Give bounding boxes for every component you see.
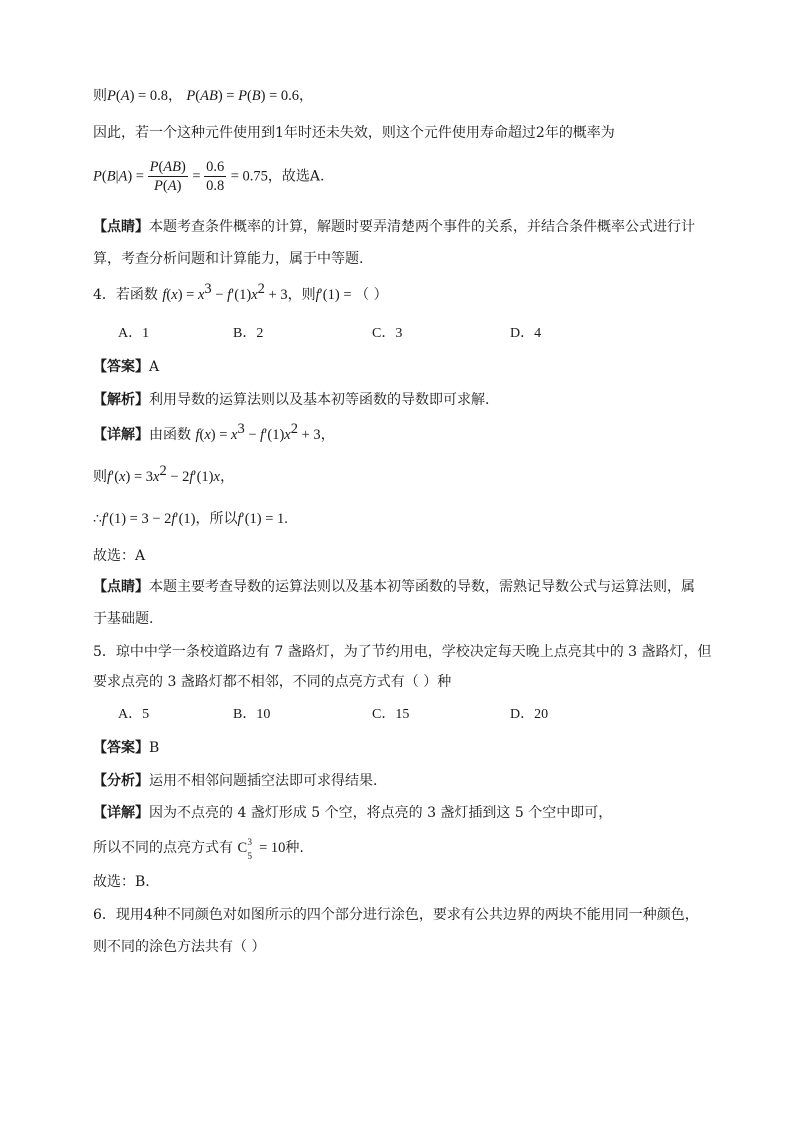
question-6-stem: 则不同的涂色方法共有（ ） — [93, 939, 266, 955]
question-5-stem: 5．琼中中学一条校道路边有 7 盏路灯，为了节约用电，学校决定每天晚上点亮其中的 3 盏路灯，但 — [93, 644, 712, 660]
text: ，则 — [287, 287, 316, 303]
choose-line: 故选：A — [93, 548, 146, 564]
option-a: A．5 — [118, 707, 150, 722]
option-b: B．2 — [233, 326, 264, 341]
comment-tag: 【点睛】 — [93, 219, 149, 235]
text: ， — [167, 88, 182, 104]
analysis-tag: 【分析】 — [93, 773, 149, 789]
choose-line: 故选：B. — [93, 874, 150, 890]
answer-line — [93, 738, 159, 758]
text: 则 — [93, 88, 107, 104]
comment-line: 于基础题. — [93, 611, 154, 627]
detail-tag: 【详解】 — [93, 427, 149, 443]
text: 本题考查条件概率的计算，解题时要弄清楚两个事件的关系，并结合条件概率公式进行计 — [149, 219, 695, 235]
detail-line: ∴f′(1) = 3 − 2f′(1)，所以f′(1) = 1. — [93, 511, 288, 527]
detail-line — [93, 803, 612, 823]
text: （ ） — [355, 287, 388, 303]
text: 所以不同的点亮方式有 — [93, 840, 233, 856]
question-5-stem: 要求点亮的 3 盏路灯都不相邻，不同的点亮方式有（ ）种 — [93, 674, 452, 690]
combination-symbol: C 3 5 — [237, 837, 252, 861]
text: 利用导数的运算法则以及基本初等函数的导数即可求解. — [149, 392, 490, 408]
text: 因为不点亮的 4 盏灯形成 5 个空，将点亮的 3 盏灯插到这 5 个空中即可， — [149, 805, 613, 821]
text: 种. — [285, 840, 304, 856]
comment-line — [93, 577, 695, 597]
comment-line: 算，考查分析问题和计算能力，属于中等题. — [93, 251, 364, 267]
question-4-stem: 4．若函数 $f(x) = x^3 - f'(1)x^2 + 3$，则f′(1) = （ ） — [93, 281, 388, 303]
comment-line — [93, 217, 695, 237]
option-c: C．15 — [372, 707, 410, 722]
option-b: B．10 — [233, 707, 271, 722]
therefore-symbol: ∴ — [93, 511, 102, 527]
answer-line — [93, 357, 159, 377]
text: ，所以 — [195, 511, 238, 527]
answer-tag: 【答案】 — [93, 359, 149, 375]
question-6-stem: 6．现用4种不同颜色对如图所示的四个部分进行涂色，要求有公共边界的两块不能用同一种颜色， — [93, 907, 699, 923]
analysis-line — [93, 390, 489, 410]
text: 运用不相邻问题插空法即可求得结果. — [149, 773, 378, 789]
answer: A — [149, 359, 160, 375]
text: ，故选A. — [267, 168, 325, 185]
option-c: C．3 — [372, 326, 403, 341]
answer-tag: 【答案】 — [93, 740, 149, 756]
comment-tag: 【点睛】 — [93, 579, 149, 595]
text: 由函数 — [149, 427, 191, 443]
text: ， — [299, 88, 314, 104]
analysis-line — [93, 771, 377, 791]
option-a: A．1 — [118, 326, 150, 341]
option-d: D．20 — [510, 707, 549, 722]
conditional-probability-formula: P(B|A) = $\frac{P(AB)}{P(A)}$ = $\frac{0.6}{0.8}$ = 0.75，故选A. — [93, 159, 325, 194]
detail-line: 所以不同的点亮方式有 C 3 5 = 10种. — [93, 837, 304, 861]
question-number: 4．若函数 — [93, 287, 158, 303]
text: 则 — [93, 469, 107, 485]
analysis-tag: 【解析】 — [93, 392, 149, 408]
text-line: 因此，若一个这种元件使用到1年时还未失效，则这个元件使用寿命超过2年的概率为 — [93, 125, 615, 141]
option-d: D．4 — [510, 326, 542, 341]
detail-line: 【详解】由函数 $f(x) = x^3 - f'(1)x^2 + 3$， — [93, 421, 336, 443]
answer: B — [149, 740, 160, 756]
text: 本题主要考查导数的运算法则以及基本初等函数的导数，需熟记导数公式与运算法则，属 — [149, 579, 695, 595]
detail-line: 则$f'(x) = 3x^2 - 2f'(1)x$， — [93, 463, 235, 485]
detail-tag: 【详解】 — [93, 805, 149, 821]
formula-line-pa: 则P(A) = 0.8， P(AB) = P(B) = 0.6， — [93, 88, 314, 104]
